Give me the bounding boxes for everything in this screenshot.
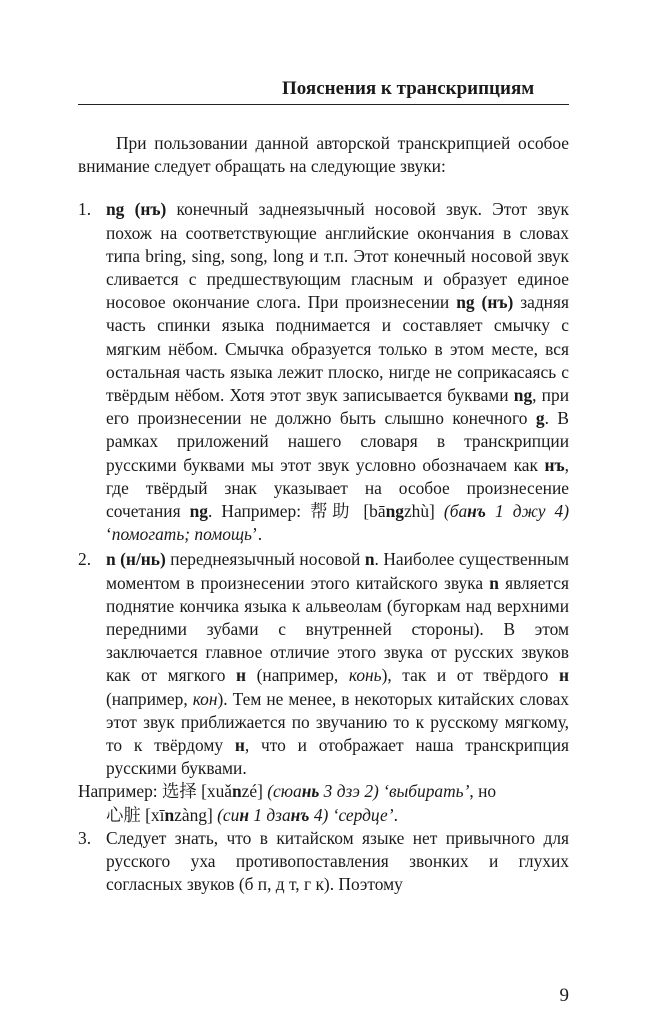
intro-paragraph: При пользовании данной авторской транскрипцией особое внимание следует обращать на следующие звуки:: [78, 133, 569, 177]
text-run: задняя часть спинки языка поднимается и составляет смычку с мягким нёбом. Смычка образуется только в этом месте, вся остальная часть языка лежит плоско, нигде не соприкасаясь с твёрдым нёбом. Хотя этот звук записывается буквами: [106, 292, 569, 406]
body-text: [78, 132, 569, 897]
text-run: . В рамках приложений нашего словаря в транскрипции русскими буквами мы этот звук условно обозначаем как: [106, 408, 569, 475]
italic-run: (ба: [443, 501, 468, 522]
list-number: 2.: [78, 549, 92, 570]
italic-run: 3 дзэ 2): [319, 781, 384, 802]
text-run: ). Тем не менее, в некоторых китайских словах этот звук приближается по звучанию то к русскому мягкому, то к твёрдому: [106, 688, 570, 756]
text-run: является поднятие кончика языка к альвеолам (бугоркам над верхними передними зубами с внутренней стороны). В этом заключается главное отличие этого звука от русских звуков как от мягкого: [106, 572, 569, 686]
italic-run: ‘сердце’: [332, 804, 394, 825]
term-bold: нъ: [290, 804, 310, 825]
text-run: (например,: [246, 665, 349, 686]
text-run: . Например: 帮助 [bā: [208, 501, 386, 522]
term-bold: ng: [513, 385, 533, 406]
term-bold: ng (нъ): [106, 199, 167, 220]
page-title: Пояснения к транскрипциям: [282, 78, 535, 99]
example-line: [78, 780, 569, 803]
text-run: zàng]: [174, 804, 218, 825]
text-run: (например,: [106, 688, 193, 709]
term-bold: n (н/нь): [106, 549, 166, 570]
term-bold: ng (нъ): [456, 292, 514, 313]
italic-run: конь: [348, 665, 382, 686]
term-bold: n: [164, 804, 175, 825]
italic-run: кон: [192, 688, 218, 709]
text-run: . Наиболее существенным моментом в произнесении этого китайского звука: [106, 549, 569, 593]
list-number: 1.: [78, 199, 92, 220]
italic-run: 1 дза: [248, 804, 291, 825]
term-bold: g: [535, 408, 545, 429]
italic-run: (си: [217, 804, 240, 825]
italic-run: 4): [309, 804, 333, 825]
header-rule: [78, 104, 569, 105]
list-item: [78, 198, 569, 546]
list-item-text: Следует знать, что в китайском языке нет привычного для русского уха противопоставления звонких и глухих согласных звуков (б п, д т, г к). Поэтому: [106, 827, 569, 895]
text-run: , но: [469, 781, 497, 802]
term-bold: н: [234, 735, 245, 756]
text-run: Например: 选择 [xuǎ: [78, 781, 232, 802]
list-item: [78, 827, 569, 897]
example-line: [78, 804, 569, 827]
text-run: 心脏 [xī: [106, 804, 165, 825]
term-bold: n: [489, 572, 499, 593]
list-item-text: [106, 198, 569, 546]
text-run: zé]: [241, 781, 268, 802]
italic-run: (сюа: [267, 781, 302, 802]
text-run: ), так и от твёрдого: [381, 665, 559, 686]
text-run: ’.: [251, 524, 263, 545]
list-item: [78, 548, 569, 780]
text-run: , что и отображает наша транскрипция русскими буквами.: [106, 735, 570, 779]
italic-run: 1 джу 4): [485, 501, 570, 522]
term-bold: n: [232, 781, 242, 802]
italic-run: помогать; помощь: [111, 524, 252, 545]
term-bold: ng: [385, 501, 404, 522]
term-bold: n: [364, 549, 375, 570]
text-run: , при его произнесении не должно быть слышно конечного: [106, 385, 569, 429]
italic-run: ‘выбирать’: [383, 781, 470, 802]
term-bold: нъ: [544, 454, 565, 475]
page-number: 9: [559, 985, 569, 1006]
term-bold: ng: [189, 501, 209, 522]
term-bold: н: [239, 804, 249, 825]
text-run: .: [393, 804, 398, 825]
term-bold: нъ: [467, 501, 486, 522]
text-run: , где твёрдый знак указывает на особое произнесение сочетания: [106, 454, 569, 522]
text-run: ‘: [106, 524, 112, 545]
text-run: zhù]: [403, 501, 444, 522]
text-run: конечный заднеязычный носовой звук. Этот звук похож на соответствующие английские окончания в словах типа bring, sing, song, long и т.п. Этот конечный носовой звук сливается с предшествующим гласным и образует единое носовое окончание слога. При произнесении: [106, 199, 569, 313]
term-bold: нь: [301, 781, 320, 802]
term-bold: н: [235, 665, 247, 686]
term-bold: н: [558, 665, 569, 686]
list-number: 3.: [78, 827, 92, 848]
list-item-text: [106, 548, 569, 780]
text-run: переднеязычный носовой: [165, 549, 365, 570]
